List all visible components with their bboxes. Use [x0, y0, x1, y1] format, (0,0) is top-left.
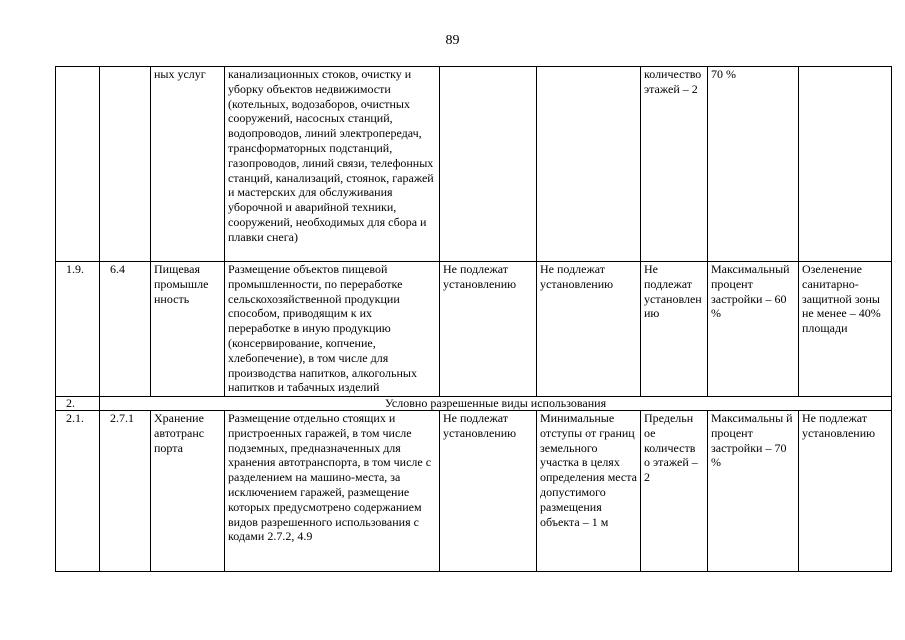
land-use-table — [55, 66, 892, 572]
cell-coverage: Максимальны й процент застройки – 70 % — [708, 411, 799, 572]
cell-num — [56, 67, 100, 262]
cell-coverage: 70 % — [708, 67, 799, 262]
cell-other: Озеленение санитарно-защитной зоны не менее – 40% площади — [799, 262, 892, 397]
cell-area: Не подлежат установлению — [440, 262, 537, 397]
cell-code: 2.7.1 — [100, 411, 151, 572]
cell-name: Пищевая промышле нность — [151, 262, 225, 397]
section-header-row — [56, 397, 892, 411]
cell-floors: количество этажей – 2 — [641, 67, 708, 262]
cell-other — [799, 67, 892, 262]
cell-floors: Не подлежат установлен ию — [641, 262, 708, 397]
cell-code — [100, 67, 151, 262]
cell-name: Хранение автотранс порта — [151, 411, 225, 572]
cell-setback: Не подлежат установлению — [537, 262, 641, 397]
cell-description: канализационных стоков, очистку и уборку объектов недвижимости (котельных, водозаборов, очистных сооружений, насосных станций, водопроводов, линий электропередач, трансформаторных подстанций, газопроводов, линий связи, телефонных станций, канализаций, стоянок, гаражей и мастерских для обслуживания уборочной и аварийной техники, сооружений, необходимых для сбора и плавки снега) — [225, 67, 440, 262]
cell-code: 6.4 — [100, 262, 151, 397]
cell-area: Не подлежат установлению — [440, 411, 537, 572]
section-number: 2. — [56, 397, 100, 411]
table-row-vehicle-storage — [56, 411, 892, 572]
cell-num: 1.9. — [56, 262, 100, 397]
table-row-food-industry — [56, 262, 892, 397]
cell-floors: Предельн ое количеств о этажей – 2 — [641, 411, 708, 572]
cell-setback: Минимальные отступы от границ земельного участка в целях определения места допустимого размещения объекта – 1 м — [537, 411, 641, 572]
section-title: Условно разрешенные виды использования — [100, 397, 892, 411]
cell-description: Размещение объектов пищевой промышленности, по переработке сельскохозяйственной продукции способом, приводящим к их переработке в иную продукцию (консервирование, копчение, хлебопечение), в том числе для производства напитков, алкогольных напитков и табачных изделий — [225, 262, 440, 397]
cell-num: 2.1. — [56, 411, 100, 572]
cell-description: Размещение отдельно стоящих и пристроенных гаражей, в том числе подземных, предназначенных для хранения автотранспорта, в том числе с разделением на машино-места, за исключением гаражей, размещение которых предусмотрено содержанием видов разрешенного использования с кодами 2.7.2, 4.9 — [225, 411, 440, 572]
table-row-continuation — [56, 67, 892, 262]
cell-name: ных услуг — [151, 67, 225, 262]
page-number: 89 — [445, 33, 460, 48]
cell-area — [440, 67, 537, 262]
cell-setback — [537, 67, 641, 262]
cell-other: Не подлежат установлению — [799, 411, 892, 572]
cell-coverage: Максимальный процент застройки – 60 % — [708, 262, 799, 397]
